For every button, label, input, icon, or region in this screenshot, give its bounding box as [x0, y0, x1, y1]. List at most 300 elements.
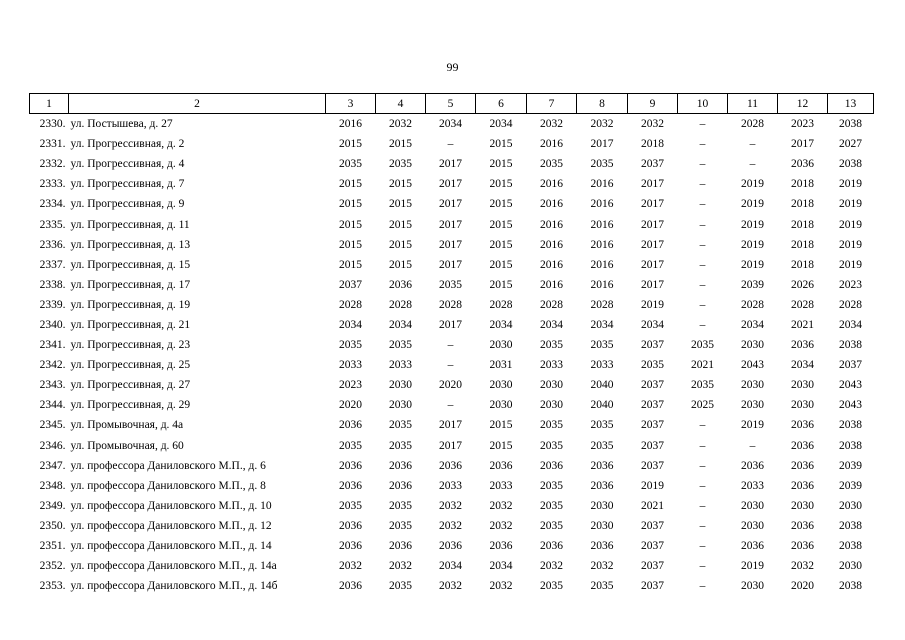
year-cell: 2033: [741, 479, 764, 492]
year-cell: 2015: [489, 419, 513, 432]
year-cell: 2017: [641, 178, 664, 191]
year-cell: 2016: [339, 118, 362, 131]
year-cell: 2036: [439, 540, 462, 553]
year-cell: 2032: [489, 580, 513, 593]
year-cell: –: [699, 318, 706, 331]
year-cell: 2032: [439, 519, 462, 532]
year-cell: 2036: [339, 459, 362, 472]
year-cell: 2019: [641, 298, 664, 311]
column-header-11: 11: [728, 94, 778, 114]
table-row: [30, 375, 874, 395]
year-cell: 2015: [339, 178, 362, 191]
year-cell: 2043: [839, 399, 862, 412]
row-number: 2347.: [39, 459, 66, 472]
table-row: [30, 255, 874, 275]
year-cell: 2016: [540, 218, 563, 231]
year-cell: 2035: [339, 339, 362, 352]
address-cell: ул. профессора Даниловского М.П., д. 14: [70, 540, 272, 553]
year-cell: 2032: [489, 519, 513, 532]
address-cell: ул. Прогрессивная, д. 19: [70, 298, 191, 311]
year-cell: –: [749, 138, 756, 151]
table-row: [30, 476, 874, 496]
year-cell: –: [699, 118, 706, 131]
year-cell: 2015: [339, 218, 362, 231]
year-cell: 2037: [641, 158, 664, 171]
year-cell: 2039: [839, 479, 862, 492]
year-cell: 2017: [641, 278, 664, 291]
year-cell: 2036: [389, 278, 412, 291]
year-cell: 2026: [791, 278, 814, 291]
year-cell: 2032: [489, 499, 513, 512]
year-cell: 2030: [389, 379, 412, 392]
year-cell: 2036: [389, 459, 412, 472]
year-cell: 2023: [839, 278, 862, 291]
year-cell: 2039: [741, 278, 764, 291]
column-header-9: 9: [628, 94, 678, 114]
column-header-6: 6: [476, 94, 527, 114]
year-cell: –: [699, 138, 706, 151]
year-cell: 2036: [339, 540, 362, 553]
year-cell: 2015: [489, 258, 513, 271]
year-cell: 2032: [540, 118, 563, 131]
row-number: 2349.: [39, 499, 66, 512]
year-cell: 2032: [641, 118, 664, 131]
year-cell: 2020: [339, 399, 362, 412]
year-cell: 2028: [439, 298, 462, 311]
year-cell: 2034: [839, 318, 862, 331]
year-cell: 2034: [741, 318, 764, 331]
year-cell: –: [447, 339, 454, 352]
year-cell: 2018: [791, 218, 814, 231]
year-cell: 2017: [439, 318, 462, 331]
year-cell: 2018: [791, 198, 814, 211]
year-cell: 2037: [641, 399, 664, 412]
year-cell: 2040: [590, 399, 614, 412]
year-cell: 2037: [641, 540, 664, 553]
year-cell: 2036: [791, 439, 814, 452]
year-cell: 2019: [641, 479, 664, 492]
year-cell: 2016: [540, 198, 563, 211]
year-cell: –: [699, 499, 706, 512]
year-cell: 2016: [590, 178, 614, 191]
row-number: 2336.: [39, 238, 66, 251]
address-cell: ул. Постышева, д. 27: [70, 118, 173, 131]
year-cell: 2034: [339, 318, 362, 331]
year-cell: 2023: [791, 118, 814, 131]
table-row: [30, 214, 874, 234]
year-cell: 2034: [439, 560, 462, 573]
year-cell: –: [447, 138, 454, 151]
year-cell: 2017: [641, 218, 664, 231]
year-cell: 2036: [339, 580, 362, 593]
column-header-2: 2: [69, 94, 326, 114]
year-cell: 2030: [489, 399, 513, 412]
year-cell: 2036: [339, 519, 362, 532]
year-cell: 2016: [590, 238, 614, 251]
year-cell: 2018: [791, 238, 814, 251]
year-cell: 2017: [439, 419, 462, 432]
data-table: [29, 93, 874, 596]
page-number: 99: [446, 60, 459, 74]
year-cell: 2015: [339, 238, 362, 251]
table-row: [30, 134, 874, 154]
year-cell: 2036: [791, 459, 814, 472]
year-cell: 2032: [339, 560, 362, 573]
address-cell: ул. профессора Даниловского М.П., д. 8: [70, 479, 266, 492]
table-row: [30, 335, 874, 355]
year-cell: –: [699, 479, 706, 492]
address-cell: ул. Прогрессивная, д. 15: [70, 258, 191, 271]
year-cell: 2019: [741, 198, 764, 211]
table-row: [30, 154, 874, 174]
year-cell: 2036: [741, 540, 764, 553]
year-cell: –: [749, 439, 756, 452]
year-cell: 2015: [389, 198, 412, 211]
year-cell: 2016: [540, 238, 563, 251]
row-number: 2352.: [39, 560, 66, 573]
year-cell: 2035: [691, 339, 714, 352]
table-row: [30, 496, 874, 516]
year-cell: 2015: [389, 178, 412, 191]
year-cell: 2033: [540, 359, 563, 372]
year-cell: 2035: [641, 359, 664, 372]
year-cell: 2016: [590, 258, 614, 271]
year-cell: 2043: [839, 379, 862, 392]
year-cell: 2030: [741, 499, 764, 512]
year-cell: 2032: [439, 499, 462, 512]
year-cell: 2019: [741, 178, 764, 191]
year-cell: 2028: [590, 298, 614, 311]
year-cell: 2032: [590, 560, 614, 573]
year-cell: 2015: [339, 138, 362, 151]
address-cell: ул. профессора Даниловского М.П., д. 12: [70, 519, 272, 532]
year-cell: 2015: [489, 278, 513, 291]
year-cell: 2016: [590, 198, 614, 211]
row-number: 2333.: [39, 178, 66, 191]
column-header-5: 5: [426, 94, 476, 114]
year-cell: 2038: [839, 158, 862, 171]
year-cell: 2035: [590, 439, 614, 452]
year-cell: 2036: [489, 540, 513, 553]
year-cell: 2035: [590, 419, 614, 432]
year-cell: 2017: [641, 258, 664, 271]
year-cell: 2036: [791, 479, 814, 492]
table-row: [30, 556, 874, 576]
address-cell: ул. Прогрессивная, д. 21: [70, 318, 191, 331]
row-number: 2342.: [39, 359, 66, 372]
year-cell: 2025: [691, 399, 714, 412]
address-cell: ул. Промывочная, д. 4а: [70, 419, 184, 432]
column-header-3: 3: [326, 94, 376, 114]
year-cell: 2028: [741, 118, 764, 131]
year-cell: 2017: [641, 238, 664, 251]
year-cell: 2030: [791, 399, 814, 412]
year-cell: 2035: [389, 499, 412, 512]
year-cell: 2032: [540, 560, 563, 573]
year-cell: 2034: [641, 318, 664, 331]
year-cell: 2030: [839, 560, 862, 573]
year-cell: 2016: [540, 178, 563, 191]
row-number: 2344.: [39, 399, 66, 412]
year-cell: 2030: [741, 339, 764, 352]
year-cell: –: [699, 540, 706, 553]
year-cell: 2038: [839, 540, 862, 553]
year-cell: 2035: [339, 158, 362, 171]
year-cell: 2017: [439, 238, 462, 251]
year-cell: –: [699, 439, 706, 452]
table-header-row: [30, 94, 874, 114]
year-cell: –: [447, 399, 454, 412]
year-cell: –: [699, 218, 706, 231]
year-cell: –: [699, 278, 706, 291]
year-cell: 2019: [741, 419, 764, 432]
year-cell: –: [699, 198, 706, 211]
year-cell: 2035: [389, 419, 412, 432]
year-cell: 2038: [839, 519, 862, 532]
address-cell: ул. Прогрессивная, д. 2: [70, 138, 185, 151]
year-cell: 2033: [389, 359, 412, 372]
table-row: [30, 315, 874, 335]
year-cell: 2036: [389, 479, 412, 492]
row-number: 2348.: [39, 479, 66, 492]
year-cell: 2030: [741, 399, 764, 412]
year-cell: 2032: [590, 118, 614, 131]
column-header-7: 7: [527, 94, 577, 114]
year-cell: 2015: [389, 138, 412, 151]
year-cell: 2015: [489, 439, 513, 452]
year-cell: 2036: [741, 459, 764, 472]
year-cell: 2037: [641, 459, 664, 472]
year-cell: 2034: [590, 318, 614, 331]
address-cell: ул. Прогрессивная, д. 17: [70, 278, 191, 291]
year-cell: 2035: [540, 158, 563, 171]
year-cell: 2030: [590, 519, 614, 532]
year-cell: 2034: [439, 118, 462, 131]
year-cell: 2019: [839, 258, 862, 271]
year-cell: 2037: [641, 379, 664, 392]
year-cell: 2016: [540, 138, 563, 151]
year-cell: 2036: [791, 519, 814, 532]
year-cell: 2035: [389, 519, 412, 532]
year-cell: 2037: [641, 560, 664, 573]
year-cell: 2015: [489, 198, 513, 211]
table-row: [30, 355, 874, 375]
year-cell: 2030: [489, 379, 513, 392]
address-cell: ул. профессора Даниловского М.П., д. 14а: [70, 560, 277, 573]
year-cell: 2015: [389, 258, 412, 271]
row-number: 2338.: [39, 278, 66, 291]
year-cell: 2038: [839, 580, 862, 593]
year-cell: 2034: [489, 318, 513, 331]
year-cell: 2036: [389, 540, 412, 553]
address-cell: ул. Промывочная, д. 60: [70, 439, 184, 452]
year-cell: 2035: [590, 580, 614, 593]
year-cell: 2035: [439, 278, 462, 291]
year-cell: 2028: [339, 298, 362, 311]
year-cell: 2035: [540, 339, 563, 352]
year-cell: 2017: [791, 138, 814, 151]
address-cell: ул. Прогрессивная, д. 29: [70, 399, 191, 412]
year-cell: 2038: [839, 118, 862, 131]
year-cell: 2039: [839, 459, 862, 472]
year-cell: –: [749, 158, 756, 171]
year-cell: 2035: [540, 519, 563, 532]
row-number: 2331.: [39, 138, 66, 151]
year-cell: –: [699, 178, 706, 191]
year-cell: 2016: [540, 258, 563, 271]
year-cell: 2030: [791, 379, 814, 392]
year-cell: 2030: [791, 499, 814, 512]
year-cell: 2035: [339, 439, 362, 452]
year-cell: 2036: [791, 419, 814, 432]
year-cell: 2037: [641, 339, 664, 352]
year-cell: 2028: [839, 298, 862, 311]
year-cell: 2017: [439, 439, 462, 452]
year-cell: 2036: [540, 459, 563, 472]
year-cell: 2037: [641, 519, 664, 532]
year-cell: 2017: [641, 198, 664, 211]
year-cell: 2018: [791, 178, 814, 191]
year-cell: 2018: [791, 258, 814, 271]
year-cell: –: [699, 519, 706, 532]
row-number: 2339.: [39, 298, 66, 311]
year-cell: 2036: [489, 459, 513, 472]
column-header-8: 8: [577, 94, 628, 114]
year-cell: 2032: [439, 580, 462, 593]
year-cell: 2015: [489, 238, 513, 251]
year-cell: 2018: [641, 138, 664, 151]
address-cell: ул. профессора Даниловского М.П., д. 6: [70, 459, 266, 472]
table-row: [30, 516, 874, 536]
year-cell: 2021: [641, 499, 664, 512]
address-cell: ул. Прогрессивная, д. 7: [70, 178, 185, 191]
year-cell: 2019: [839, 238, 862, 251]
table-row: [30, 436, 874, 456]
year-cell: 2032: [389, 118, 412, 131]
year-cell: 2019: [741, 258, 764, 271]
table-row: [30, 415, 874, 435]
year-cell: 2030: [489, 339, 513, 352]
year-cell: 2021: [791, 318, 814, 331]
year-cell: 2036: [339, 419, 362, 432]
year-cell: –: [699, 158, 706, 171]
year-cell: 2019: [741, 218, 764, 231]
year-cell: 2028: [741, 298, 764, 311]
year-cell: 2017: [439, 198, 462, 211]
year-cell: 2015: [489, 178, 513, 191]
year-cell: 2040: [590, 379, 614, 392]
year-cell: 2035: [389, 580, 412, 593]
year-cell: 2019: [839, 198, 862, 211]
year-cell: 2035: [540, 479, 563, 492]
row-number: 2341.: [39, 339, 66, 352]
year-cell: –: [699, 258, 706, 271]
table-row: [30, 275, 874, 295]
year-cell: 2036: [590, 459, 614, 472]
year-cell: 2036: [791, 339, 814, 352]
year-cell: 2035: [540, 419, 563, 432]
year-cell: 2043: [741, 359, 764, 372]
row-number: 2350.: [39, 519, 66, 532]
year-cell: 2035: [389, 439, 412, 452]
year-cell: 2037: [641, 580, 664, 593]
year-cell: 2015: [339, 258, 362, 271]
table-row: [30, 174, 874, 194]
column-header-12: 12: [778, 94, 828, 114]
year-cell: 2036: [339, 479, 362, 492]
column-header-13: 13: [828, 94, 874, 114]
year-cell: 2036: [791, 540, 814, 553]
year-cell: 2035: [389, 158, 412, 171]
year-cell: 2019: [839, 178, 862, 191]
table-row: [30, 114, 874, 135]
year-cell: –: [447, 359, 454, 372]
year-cell: 2015: [389, 238, 412, 251]
table-row: [30, 235, 874, 255]
address-cell: ул. Прогрессивная, д. 27: [70, 379, 191, 392]
year-cell: 2020: [791, 580, 814, 593]
year-cell: 2020: [439, 379, 462, 392]
year-cell: 2033: [590, 359, 614, 372]
year-cell: –: [699, 419, 706, 432]
table-row: [30, 456, 874, 476]
year-cell: 2016: [590, 218, 614, 231]
row-number: 2335.: [39, 218, 66, 231]
row-number: 2343.: [39, 379, 66, 392]
year-cell: 2031: [489, 359, 513, 372]
year-cell: 2028: [489, 298, 513, 311]
year-cell: 2015: [389, 218, 412, 231]
year-cell: –: [699, 560, 706, 573]
year-cell: 2034: [489, 118, 513, 131]
year-cell: 2030: [839, 499, 862, 512]
year-cell: 2036: [590, 540, 614, 553]
year-cell: 2019: [741, 560, 764, 573]
year-cell: 2037: [641, 419, 664, 432]
year-cell: 2035: [540, 580, 563, 593]
year-cell: 2037: [839, 359, 862, 372]
year-cell: 2016: [590, 278, 614, 291]
year-cell: 2036: [540, 540, 563, 553]
year-cell: 2015: [339, 198, 362, 211]
year-cell: 2030: [741, 379, 764, 392]
row-number: 2334.: [39, 198, 66, 211]
year-cell: 2035: [590, 339, 614, 352]
year-cell: 2015: [489, 218, 513, 231]
year-cell: 2033: [439, 479, 462, 492]
table-body: [30, 114, 874, 597]
table-row: [30, 194, 874, 214]
year-cell: 2028: [540, 298, 563, 311]
year-cell: 2019: [741, 238, 764, 251]
year-cell: 2035: [389, 339, 412, 352]
year-cell: 2034: [791, 359, 814, 372]
year-cell: 2017: [439, 218, 462, 231]
year-cell: 2035: [590, 158, 614, 171]
row-number: 2351.: [39, 540, 66, 553]
column-header-4: 4: [376, 94, 426, 114]
year-cell: 2030: [389, 399, 412, 412]
year-cell: 2034: [540, 318, 563, 331]
year-cell: 2037: [641, 439, 664, 452]
year-cell: 2023: [339, 379, 362, 392]
year-cell: 2032: [791, 560, 814, 573]
year-cell: –: [699, 580, 706, 593]
year-cell: 2038: [839, 419, 862, 432]
year-cell: 2019: [839, 218, 862, 231]
year-cell: 2032: [389, 560, 412, 573]
year-cell: 2017: [439, 258, 462, 271]
